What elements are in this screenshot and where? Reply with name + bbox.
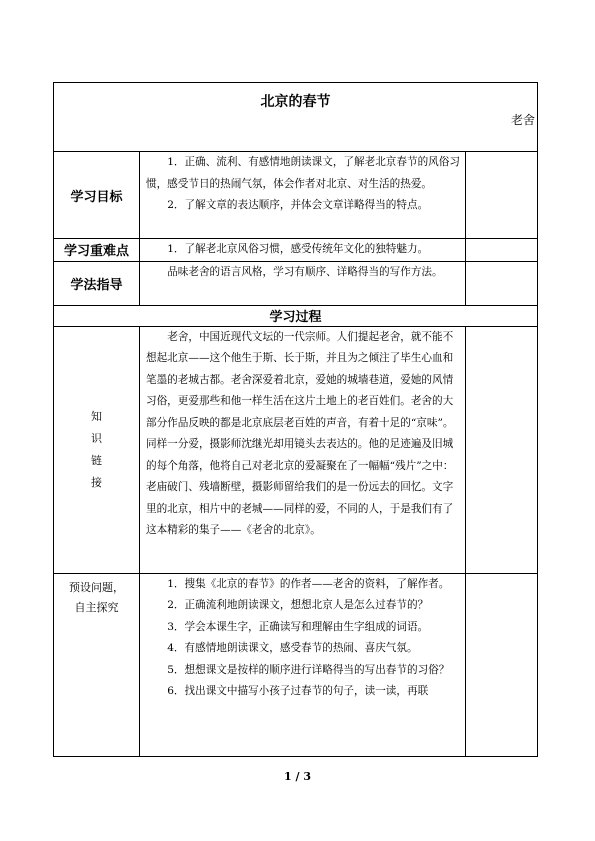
process-header-row [54,305,538,326]
method-content [140,261,466,305]
preview-label [54,573,140,756]
document-author: 老舍 [511,113,536,127]
key-points-notes-cell [466,239,538,262]
knowledge-label [54,326,140,573]
key-points-label: 学习重难点 [54,239,140,262]
knowledge-row [54,326,538,573]
knowledge-text: 老舍，中国近现代文坛的一代宗师。人们提起老舍，就不能不想起北京——这个他生于斯、长于斯，并且为之倾注了毕生心血和笔墨的老城古都。老舍深爱着北京，爱她的城墙巷道，爱她的风情习俗，更爱那些和他一样生活在这片土地上的老百姓们。老舍的大部分作品反映的都是北京底层老百姓的声音，有着十足的“京味”。同样一分爱，摄影师沈继光却用镜头去表达的。他的足迹遍及旧城的每个角落，他将自己对老北京的爱凝聚在了一幅幅“残片”之中：老庙破门、残墙断壁，摄影师留给我们的是一份远去的回忆。文字里的北京，相片中的老城——同样的爱，不同的人，于是我们有了这本精彩的集子——《老舍的北京》。 [146,330,454,536]
preview-item: 6．找出课文中描写小孩子过春节的句子，读一读，再联 [167,685,429,697]
key-points-content [140,239,466,262]
title-cell [54,83,538,152]
page-number: 1 / 3 [284,770,311,783]
goals-paragraph: 1．正确、流利、有感情地朗读课文，了解老北京春节的风俗习惯，感受节日的热闹气氛，体会作者对北京、对生活的热爱。 [146,156,460,190]
lesson-plan-table [53,82,538,757]
preview-content [140,573,466,756]
preview-item: 2．正确流利地朗读课文，想想北京人是怎么过春节的？ [167,599,429,611]
preview-label-line: 自主探究 [74,600,119,614]
process-header: 学习过程 [54,305,538,326]
goals-notes-cell [466,152,538,239]
knowledge-label-char: 链 [91,453,102,467]
method-row [54,261,538,305]
method-text: 品味老舍的语言风格，学习有顺序、详略得当的写作方法。 [167,265,443,278]
preview-item: 1．搜集《北京的春节》的作者——老舍的资料，了解作者。 [167,577,450,590]
method-label: 学法指导 [54,261,140,305]
document-title: 北京的春节 [260,94,331,110]
knowledge-notes-cell [466,326,538,573]
knowledge-content [140,326,466,573]
goals-label: 学习目标 [54,152,140,239]
goals-content [140,152,466,239]
knowledge-label-char: 接 [91,475,102,489]
preview-label-line: 预设问题， [69,580,124,594]
method-notes-cell [466,261,538,305]
preview-item: 5．想想课文是按样的顺序进行详略得当的写出春节的习俗？ [167,663,450,676]
preview-item: 3．学会本课生字，正确读写和理解由生字组成的词语。 [167,620,429,633]
goals-row [54,152,538,239]
preview-row [54,573,538,756]
goals-paragraph: 2．了解文章的表达顺序，并体会文章详略得当的特点。 [167,199,429,211]
knowledge-label-char: 知 [91,409,102,423]
preview-item: 4．有感情地朗读课文，感受春节的热闹、喜庆气氛。 [167,642,418,654]
key-points-text: 1．了解老北京风俗习惯，感受传统年文化的独特魅力。 [167,243,429,255]
key-points-row [54,239,538,262]
knowledge-label-char: 识 [91,431,102,445]
preview-notes-cell [466,573,538,756]
title-row [54,83,538,152]
